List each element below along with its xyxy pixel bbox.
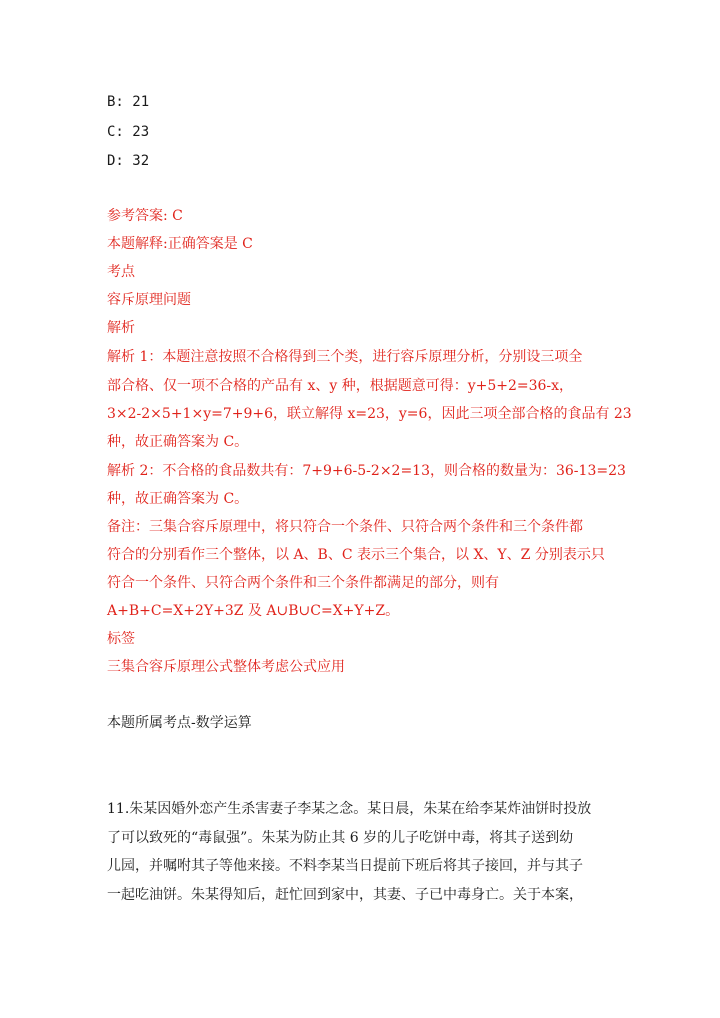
question-line: 一起吃油饼。朱某得知后，赶忙回到家中，其妻、子已中毒身亡。关于本案， (107, 887, 583, 903)
option-d: D: 32 (107, 153, 150, 169)
jiexi-line: 部合格、仅一项不合格的产品有 x、y 种，根据题意可得：y+5+2=36-x， (107, 378, 574, 394)
jiexi-line: 备注：三集合容斥原理中，将只符合一个条件、只符合两个条件和三个条件都 (107, 519, 583, 535)
question-line: 11.朱某因婚外恋产生杀害妻子李某之念。某日晨，朱某在给李某炸油饼时投放 (107, 801, 592, 817)
question-category: 本题所属考点-数学运算 (107, 715, 252, 731)
kaodian-value: 容斥原理问题 (107, 292, 191, 308)
kaodian-heading: 考点 (107, 264, 135, 280)
jiexi-heading: 解析 (107, 320, 135, 336)
jiexi-line: 符合一个条件、只符合两个条件和三个条件都满足的部分，则有 (107, 575, 499, 591)
question-line: 儿园，并嘱咐其子等他来接。不料李某当日提前下班后将其子接回，并与其子 (107, 858, 583, 874)
jiexi-line: 符合的分别看作三个整体，以 A、B、C 表示三个集合，以 X、Y、Z 分别表示只 (107, 547, 605, 563)
option-b: B: 21 (107, 94, 150, 110)
jiexi-line: 3×2-2×5+1×y=7+9+6，联立解得 x=23，y=6，因此三项全部合格的食品有 23 (107, 406, 632, 422)
jiexi-line: 种，故正确答案为 C。 (107, 491, 249, 507)
jiexi-line: 解析 2：不合格的食品数共有：7+9+6-5-2×2=13，则合格的数量为：36-13=23 (107, 463, 626, 479)
jiexi-line: A+B+C=X+2Y+3Z 及 A∪B∪C=X+Y+Z。 (107, 603, 400, 619)
tags-value: 三集合容斥原理公式整体考虑公式应用 (107, 659, 345, 675)
question-line: 了可以致死的“毒鼠强”。朱某为防止其 6 岁的儿子吃饼中毒，将其子送到幼 (107, 830, 574, 846)
explanation-intro: 本题解释:正确答案是 C (107, 236, 253, 252)
tags-heading: 标签 (107, 631, 135, 647)
jiexi-line: 种，故正确答案为 C。 (107, 434, 249, 450)
option-c: C: 23 (107, 124, 150, 140)
jiexi-line: 解析 1：本题注意按照不合格得到三个类，进行容斥原理分析，分别设三项全 (107, 349, 583, 365)
reference-answer: 参考答案: C (107, 208, 183, 224)
